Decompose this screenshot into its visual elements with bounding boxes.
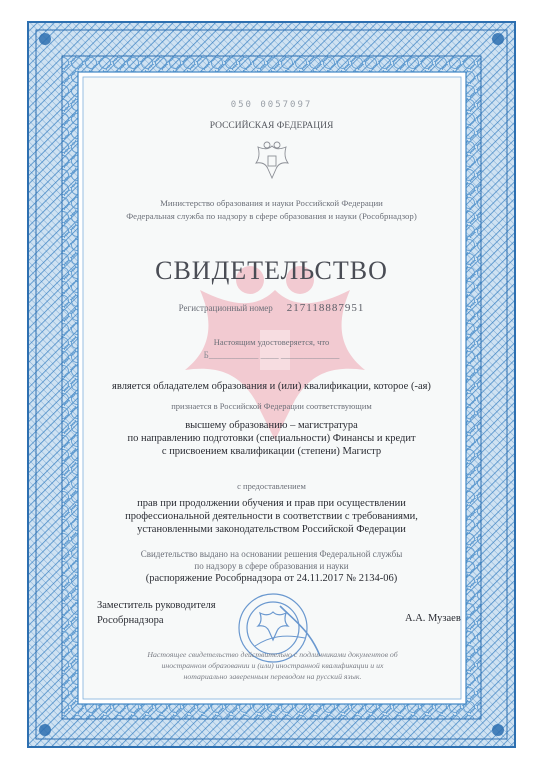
coat-of-arms-icon — [255, 140, 289, 182]
footnote-line-3: нотариально заверенным переводом на русский язык. — [183, 672, 362, 681]
level-line-1: высшему образованию – магистратура — [185, 420, 358, 431]
certifies-text: Настоящим удостоверяется, что — [213, 337, 330, 347]
basis-line-3: (распоряжение Рособрнадзора от 24.11.2017 № 2134-06) — [145, 573, 398, 584]
level-line-2: по направлению подготовки (специальности) Финансы и кредит — [127, 433, 416, 444]
document-title: СВИДЕТЕЛЬСТВО — [155, 256, 388, 285]
holder-line: является обладателем образования и (или) квалификации, которое (-ая) — [112, 381, 431, 392]
recognized-text: признается в Российской Федерации соответствующим — [171, 401, 372, 411]
ministry-line-2: Федеральная служба по надзору в сфере образования и науки (Рособрнадзор) — [126, 211, 417, 221]
rights-line-3: установленными законодательством Российской Федерации — [137, 524, 406, 535]
registration-number-value: 217118887951 — [286, 302, 365, 314]
serial-number: 050 0057097 — [230, 100, 313, 110]
footnote-line-1: Настоящее свидетельство действительно с подлинниками документов об — [147, 650, 398, 659]
footnote — [100, 649, 445, 682]
country-name: РОССИЙСКАЯ ФЕДЕРАЦИЯ — [209, 121, 334, 131]
registration-number-row — [0, 298, 543, 316]
with-granting-text: с предоставлением — [237, 481, 306, 491]
basis-line-2: по надзору в сфере образования и науки — [194, 561, 349, 571]
signer-name: А.А. Музаев — [405, 613, 461, 624]
registration-number-label: Регистрационный номер — [178, 303, 273, 313]
rights-line-2: профессиональной деятельности в соответствии с требованиями, — [125, 511, 418, 522]
signer-title-line-2: Рособрнадзора — [97, 615, 164, 626]
basis-line-1: Свидетельство выдано на основании решения Федеральной службы — [140, 549, 403, 559]
signer-title-line-1: Заместитель руководителя — [97, 600, 216, 611]
ministry-line-1: Министерство образования и науки Российской Федерации — [160, 198, 383, 208]
level-line-3: с присвоением квалификации (степени) Магистр — [161, 446, 382, 457]
signer-title — [97, 598, 216, 628]
footnote-line-2: иностранном образовании и (или) иностранной квалификации и их — [161, 661, 384, 670]
holder-name: Б___________ ____ _____________ — [203, 350, 340, 360]
rights-line-1: прав при продолжении обучения и прав при осуществлении — [137, 498, 406, 509]
